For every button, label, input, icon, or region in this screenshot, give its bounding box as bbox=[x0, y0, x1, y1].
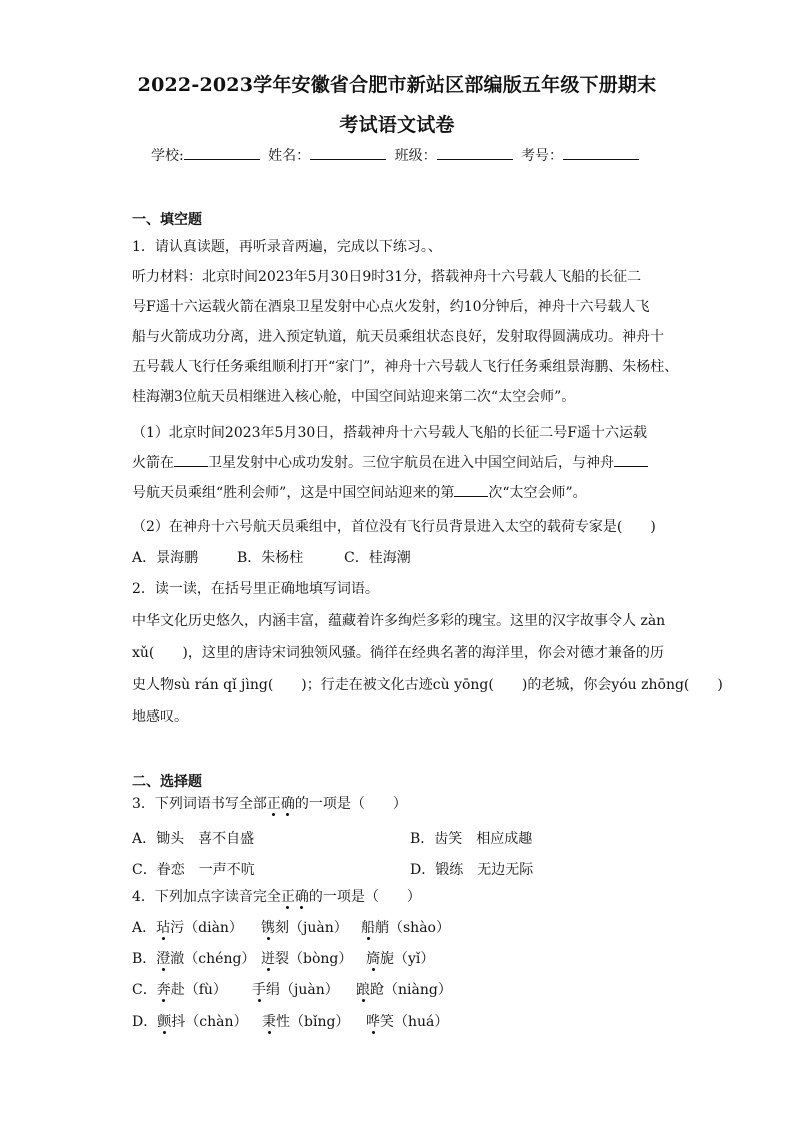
q4-option-d[interactable] bbox=[132, 1011, 247, 1031]
exam-no-label: 考号： bbox=[521, 148, 564, 164]
name-label: 姓名： bbox=[268, 148, 311, 164]
q4-option-c[interactable] bbox=[132, 979, 227, 999]
q4-option-c-item2 bbox=[252, 979, 339, 999]
pinyin-item: 旎（yǐ） bbox=[380, 951, 435, 967]
q4-option-b-item3 bbox=[366, 948, 434, 968]
emphasis-char: 踉 bbox=[356, 982, 370, 998]
emphasis-char: 奔 bbox=[156, 982, 171, 998]
answer-blank[interactable] bbox=[454, 484, 488, 497]
emphasis-char: 澄 bbox=[156, 951, 171, 967]
q1-option-b[interactable]: B．朱杨柱 bbox=[237, 550, 304, 566]
class-label: 班级： bbox=[394, 148, 437, 164]
emphasis-char: 哗 bbox=[366, 1014, 380, 1030]
q1-sub1-line2 bbox=[132, 452, 672, 472]
answer-blank[interactable] bbox=[614, 454, 648, 467]
q1-material-line: 号F遥十六运载火箭在酒泉卫星发射中心点火发射，约10分钟后，神舟十六号载人飞 bbox=[132, 299, 650, 315]
q2-line: xǔ( )，这里的唐诗宋词独领风骚。徜徉在经典名著的海洋里，你会对德才兼备的历 bbox=[132, 645, 664, 661]
pinyin-item: 笑（huá） bbox=[380, 1014, 449, 1030]
student-info-row bbox=[0, 145, 794, 165]
pinyin-item: 污（diàn） bbox=[170, 920, 243, 936]
q1-option-a[interactable]: A．景海鹏 bbox=[132, 550, 199, 566]
q3-option-d[interactable]: D．锻练 无边无际 bbox=[410, 862, 534, 878]
emphasis-char: 确 bbox=[280, 796, 295, 812]
option-letter: C． bbox=[132, 982, 157, 998]
pinyin-item: 抖（chàn） bbox=[171, 1014, 248, 1030]
q4-option-a[interactable] bbox=[132, 917, 243, 937]
q4-option-b[interactable] bbox=[132, 948, 255, 968]
class-blank bbox=[437, 147, 513, 160]
emphasis-char: 正 bbox=[280, 889, 295, 905]
q2-line: 史人物sù rán qǐ jìng( )；行走在被文化古迹cù yōng( )的老城，你会yóu zhōng( ) bbox=[132, 677, 723, 693]
q3-stem-text: 3．下列词语书写全部 bbox=[132, 796, 267, 812]
q1-sub1-text: 号航天员乘组“胜利会师”，这是中国空间站迎来的第 bbox=[132, 485, 455, 501]
q3-stem-text: 的一项是（ ） bbox=[294, 796, 407, 812]
q4-option-b-item2 bbox=[261, 948, 352, 968]
emphasis-char: 船 bbox=[361, 920, 375, 936]
emphasis-char: 确 bbox=[294, 889, 309, 905]
emphasis-char: 手 bbox=[252, 982, 266, 998]
pinyin-item: 性（bǐng） bbox=[276, 1014, 350, 1030]
q1-material-line: 桂海潮3位航天员相继进入核心舱，中国空间站迎来第二次“太空会师”。 bbox=[132, 389, 576, 405]
school-blank bbox=[184, 147, 260, 160]
q4-stem-text: 的一项是（ ） bbox=[308, 889, 421, 905]
section-heading-choice: 二、选择题 bbox=[132, 774, 202, 790]
q3-option-a[interactable]: A．锄头 喜不自盛 bbox=[132, 831, 255, 847]
q1-material-line: 五号载人飞行任务乘组顺利打开“家门”，神舟十六号载人飞行任务乘组景海鹏、朱杨柱、 bbox=[132, 359, 679, 375]
q4-stem-text: 4．下列加点字读音完全 bbox=[132, 889, 281, 905]
option-letter: B． bbox=[132, 951, 157, 967]
q4-option-a-item2 bbox=[261, 917, 348, 937]
pinyin-item: 艄（shào） bbox=[375, 920, 450, 936]
q2-stem: 2．读一读，在括号里正确地填写词语。 bbox=[132, 581, 379, 597]
answer-blank[interactable] bbox=[174, 454, 208, 467]
emphasis-char: 迸 bbox=[261, 951, 275, 967]
exam-title-line1: 2022-2023学年安徽省合肥市新站区部编版五年级下册期末 bbox=[137, 74, 657, 96]
q1-sub1-text: 火箭在 bbox=[132, 455, 174, 471]
name-blank bbox=[310, 147, 386, 160]
q3-option-c[interactable]: C．眷恋 一声不吭 bbox=[132, 862, 255, 878]
emphasis-char: 正 bbox=[266, 796, 281, 812]
exam-no-blank bbox=[563, 147, 639, 160]
q2-line: 地感叹。 bbox=[132, 709, 188, 725]
pinyin-item: 澈（chéng） bbox=[170, 951, 256, 967]
pinyin-item: 刻（juàn） bbox=[275, 920, 348, 936]
pinyin-item: 跄（niàng） bbox=[370, 982, 452, 998]
option-letter: D． bbox=[132, 1014, 158, 1030]
q1-material-line: 船与火箭成功分离，进入预定轨道，航天员乘组状态良好，发射取得圆满成功。神舟十 bbox=[132, 329, 664, 345]
q1-material-line: 听力材料：北京时间2023年5月30日9时31分，搭载神舟十六号载人飞船的长征二 bbox=[132, 269, 642, 285]
q1-sub1-line3 bbox=[132, 482, 672, 502]
q1-option-c[interactable]: C．桂海潮 bbox=[344, 550, 411, 566]
q1-stem: 1．请认真读题，再听录音两遍，完成以下练习。、 bbox=[132, 239, 442, 255]
exam-title-line2: 考试语文试卷 bbox=[339, 114, 455, 136]
q2-line: 中华文化历史悠久，内涵丰富，蕴藏着许多绚烂多彩的瑰宝。这里的汉字故事令人 zàn bbox=[132, 613, 666, 629]
emphasis-char: 玷 bbox=[156, 920, 171, 936]
option-letter: A． bbox=[132, 920, 157, 936]
q4-option-a-item3 bbox=[361, 917, 450, 937]
q1-sub2: （2）在神舟十六号航天员乘组中，首位没有飞行员背景进入太空的载荷专家是( ) bbox=[132, 519, 656, 535]
school-label: 学校: bbox=[150, 148, 184, 164]
emphasis-char: 旖 bbox=[366, 951, 380, 967]
emphasis-char: 镌 bbox=[261, 920, 275, 936]
q1-sub1-text: 卫星发射中心成功发射。三位宇航员在进入中国空间站后，与神舟 bbox=[208, 455, 614, 471]
emphasis-char: 颤 bbox=[157, 1014, 172, 1030]
pinyin-item: 绢（juàn） bbox=[266, 982, 339, 998]
q4-option-c-item3 bbox=[356, 979, 452, 999]
q1-sub1-line1: （1）北京时间2023年5月30日，搭载神舟十六号载人飞船的长征二号F遥十六运载 bbox=[132, 425, 647, 441]
q4-option-d-item3 bbox=[366, 1011, 448, 1031]
q1-sub1-text: 次“太空会师”。 bbox=[488, 485, 587, 501]
pinyin-item: 赴（fù） bbox=[170, 982, 227, 998]
emphasis-char: 秉 bbox=[262, 1014, 276, 1030]
q4-option-d-item2 bbox=[262, 1011, 349, 1031]
pinyin-item: 裂（bòng） bbox=[275, 951, 353, 967]
q3-option-b[interactable]: B．齿笑 相应成趣 bbox=[410, 831, 533, 847]
q3-stem bbox=[132, 793, 672, 813]
q4-stem bbox=[132, 886, 672, 906]
section-heading-fill-blank: 一、填空题 bbox=[132, 212, 202, 228]
